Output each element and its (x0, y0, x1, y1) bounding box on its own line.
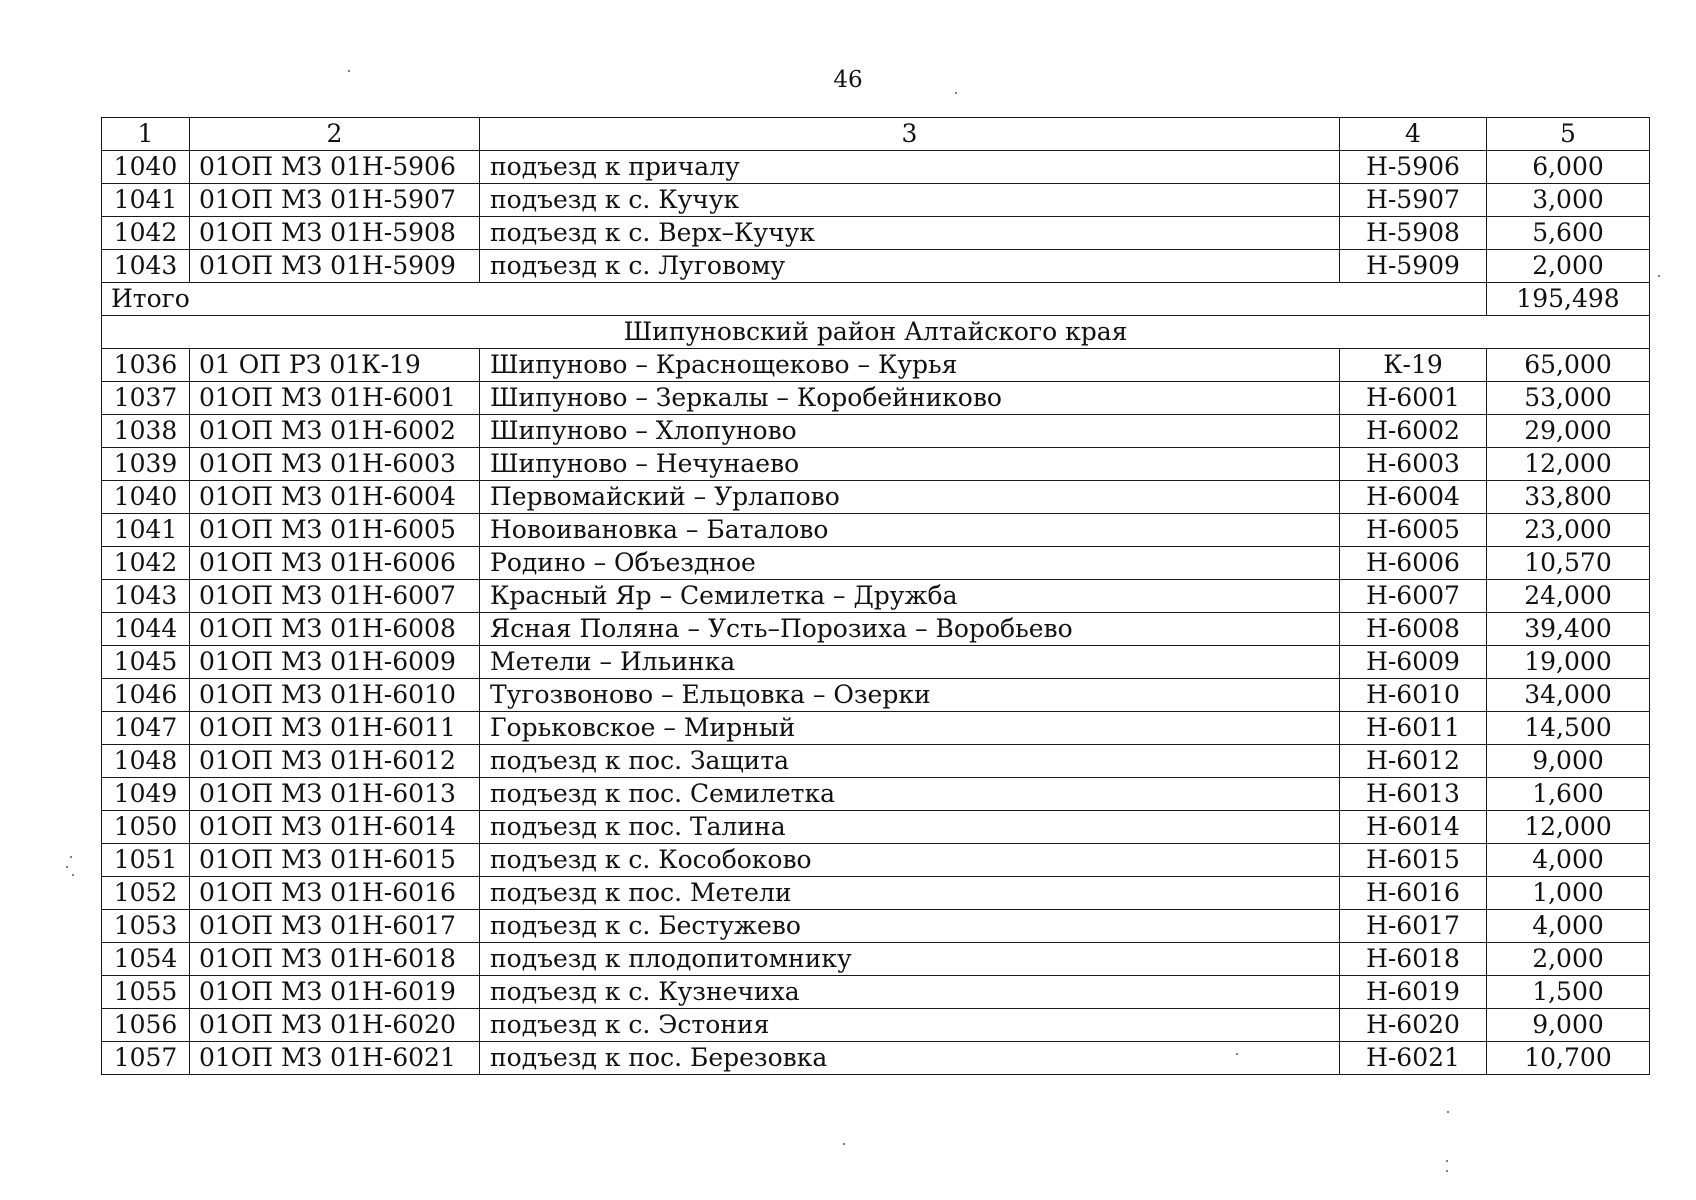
road-length: 4,000 (1487, 910, 1650, 943)
road-length: 12,000 (1487, 811, 1650, 844)
row-number: 1056 (102, 1009, 190, 1042)
road-code: Н-6019 (1340, 976, 1487, 1009)
road-name: подъезд к причалу (480, 151, 1340, 184)
road-code: Н-6005 (1340, 514, 1487, 547)
road-code: Н-6007 (1340, 580, 1487, 613)
table-row (102, 1042, 1650, 1075)
road-code: Н-6016 (1340, 877, 1487, 910)
road-id: 01ОП МЗ 01Н-6011 (190, 712, 480, 745)
row-number: 1039 (102, 448, 190, 481)
table-row (102, 613, 1650, 646)
road-name: подъезд к с. Кузнечиха (480, 976, 1340, 1009)
row-number: 1042 (102, 217, 190, 250)
row-number: 1038 (102, 415, 190, 448)
road-name: подъезд к с. Кучук (480, 184, 1340, 217)
road-id: 01ОП МЗ 01Н-5907 (190, 184, 480, 217)
road-length: 12,000 (1487, 448, 1650, 481)
road-length: 65,000 (1487, 349, 1650, 382)
road-length: 2,000 (1487, 943, 1650, 976)
road-length: 19,000 (1487, 646, 1650, 679)
road-length: 34,000 (1487, 679, 1650, 712)
road-name: Шипуново – Краснощеково – Курья (480, 349, 1340, 382)
table-row (102, 976, 1650, 1009)
road-code: Н-6020 (1340, 1009, 1487, 1042)
scan-speck (72, 874, 74, 876)
total-label: Итого (102, 283, 1487, 316)
table-row (102, 415, 1650, 448)
table-row (102, 943, 1650, 976)
road-length: 5,600 (1487, 217, 1650, 250)
road-length: 1,000 (1487, 877, 1650, 910)
table-row (102, 712, 1650, 745)
road-id: 01ОП МЗ 01Н-6001 (190, 382, 480, 415)
table-row (102, 877, 1650, 910)
road-code: Н-6014 (1340, 811, 1487, 844)
column-number: 5 (1487, 118, 1650, 151)
road-length: 10,570 (1487, 547, 1650, 580)
road-code: Н-6021 (1340, 1042, 1487, 1075)
road-length: 14,500 (1487, 712, 1650, 745)
road-id: 01ОП МЗ 01Н-5906 (190, 151, 480, 184)
table-row (102, 217, 1650, 250)
road-id: 01ОП МЗ 01Н-6019 (190, 976, 480, 1009)
road-id: 01ОП МЗ 01Н-6015 (190, 844, 480, 877)
scan-speck (1447, 1111, 1449, 1113)
row-number: 1037 (102, 382, 190, 415)
road-id: 01ОП МЗ 01Н-6014 (190, 811, 480, 844)
row-number: 1044 (102, 613, 190, 646)
table-row (102, 844, 1650, 877)
road-id: 01ОП МЗ 01Н-6021 (190, 1042, 480, 1075)
column-number: 1 (102, 118, 190, 151)
table-row (102, 448, 1650, 481)
road-id: 01ОП МЗ 01Н-6013 (190, 778, 480, 811)
road-code: Н-6001 (1340, 382, 1487, 415)
road-length: 33,800 (1487, 481, 1650, 514)
road-length: 1,600 (1487, 778, 1650, 811)
row-number: 1046 (102, 679, 190, 712)
road-code: Н-6003 (1340, 448, 1487, 481)
road-name: Шипуново – Нечунаево (480, 448, 1340, 481)
section-title: Шипуновский район Алтайского края (102, 316, 1650, 349)
row-number: 1050 (102, 811, 190, 844)
scan-speck (1658, 275, 1660, 277)
road-length: 6,000 (1487, 151, 1650, 184)
row-number: 1057 (102, 1042, 190, 1075)
road-name: Ясная Поляна – Усть–Порозиха – Воробьево (480, 613, 1340, 646)
road-code: Н-6010 (1340, 679, 1487, 712)
row-number: 1036 (102, 349, 190, 382)
road-length: 39,400 (1487, 613, 1650, 646)
road-code: Н-5907 (1340, 184, 1487, 217)
road-name: Первомайский – Урлапово (480, 481, 1340, 514)
table-row (102, 679, 1650, 712)
row-number: 1041 (102, 514, 190, 547)
road-name: подъезд к плодопитомнику (480, 943, 1340, 976)
road-length: 2,000 (1487, 250, 1650, 283)
row-number: 1041 (102, 184, 190, 217)
road-name: подъезд к с. Эстония (480, 1009, 1340, 1042)
table-row (102, 349, 1650, 382)
road-name: Шипуново – Зеркалы – Коробейниково (480, 382, 1340, 415)
row-number: 1052 (102, 877, 190, 910)
total-row (102, 283, 1650, 316)
road-code: Н-6009 (1340, 646, 1487, 679)
road-code: Н-6008 (1340, 613, 1487, 646)
road-id: 01ОП МЗ 01Н-6006 (190, 547, 480, 580)
road-name: Горьковское – Мирный (480, 712, 1340, 745)
row-number: 1055 (102, 976, 190, 1009)
row-number: 1047 (102, 712, 190, 745)
road-name: подъезд к пос. Метели (480, 877, 1340, 910)
scan-speck (70, 856, 72, 858)
scan-speck (66, 866, 68, 868)
road-id: 01ОП МЗ 01Н-6016 (190, 877, 480, 910)
road-name: Красный Яр – Семилетка – Дружба (480, 580, 1340, 613)
road-name: Шипуново – Хлопуново (480, 415, 1340, 448)
road-code: Н-6017 (1340, 910, 1487, 943)
road-code: Н-6011 (1340, 712, 1487, 745)
total-value: 195,498 (1487, 283, 1650, 316)
column-number: 4 (1340, 118, 1487, 151)
road-length: 4,000 (1487, 844, 1650, 877)
table-row (102, 184, 1650, 217)
road-id: 01ОП МЗ 01Н-6020 (190, 1009, 480, 1042)
table-row (102, 811, 1650, 844)
road-code: К-19 (1340, 349, 1487, 382)
road-id: 01ОП МЗ 01Н-5909 (190, 250, 480, 283)
scan-speck (1446, 1160, 1448, 1162)
scan-speck (955, 92, 957, 94)
scan-speck (1446, 1170, 1448, 1172)
road-name: Родино – Объездное (480, 547, 1340, 580)
row-number: 1040 (102, 151, 190, 184)
roads-table (101, 117, 1650, 1075)
road-name: Тугозвоново – Ельцовка – Озерки (480, 679, 1340, 712)
road-id: 01ОП МЗ 01Н-6009 (190, 646, 480, 679)
row-number: 1053 (102, 910, 190, 943)
road-code: Н-5906 (1340, 151, 1487, 184)
row-number: 1043 (102, 250, 190, 283)
table-row (102, 250, 1650, 283)
table-row (102, 151, 1650, 184)
road-length: 1,500 (1487, 976, 1650, 1009)
road-name: подъезд к пос. Семилетка (480, 778, 1340, 811)
road-id: 01ОП МЗ 01Н-6004 (190, 481, 480, 514)
row-number: 1043 (102, 580, 190, 613)
column-number: 3 (480, 118, 1340, 151)
table-row (102, 514, 1650, 547)
road-id: 01ОП МЗ 01Н-6002 (190, 415, 480, 448)
road-id: 01ОП МЗ 01Н-5908 (190, 217, 480, 250)
road-length: 3,000 (1487, 184, 1650, 217)
road-id: 01ОП МЗ 01Н-6017 (190, 910, 480, 943)
road-code: Н-6018 (1340, 943, 1487, 976)
road-code: Н-6013 (1340, 778, 1487, 811)
table-row (102, 1009, 1650, 1042)
table-row (102, 580, 1650, 613)
road-code: Н-6015 (1340, 844, 1487, 877)
road-code: Н-5909 (1340, 250, 1487, 283)
row-number: 1040 (102, 481, 190, 514)
road-name: подъезд к с. Луговому (480, 250, 1340, 283)
table-row (102, 910, 1650, 943)
road-id: 01ОП МЗ 01Н-6008 (190, 613, 480, 646)
road-length: 9,000 (1487, 745, 1650, 778)
table-body (102, 118, 1650, 1075)
table-row (102, 745, 1650, 778)
road-id: 01ОП МЗ 01Н-6003 (190, 448, 480, 481)
scan-speck (1236, 1053, 1238, 1055)
road-name: подъезд к пос. Защита (480, 745, 1340, 778)
row-number: 1049 (102, 778, 190, 811)
row-number: 1048 (102, 745, 190, 778)
road-name: подъезд к с. Верх–Кучук (480, 217, 1340, 250)
road-code: Н-5908 (1340, 217, 1487, 250)
road-code: Н-6012 (1340, 745, 1487, 778)
road-code: Н-6004 (1340, 481, 1487, 514)
row-number: 1045 (102, 646, 190, 679)
road-id: 01ОП МЗ 01Н-6010 (190, 679, 480, 712)
row-number: 1054 (102, 943, 190, 976)
road-code: Н-6002 (1340, 415, 1487, 448)
row-number: 1042 (102, 547, 190, 580)
road-length: 10,700 (1487, 1042, 1650, 1075)
road-length: 23,000 (1487, 514, 1650, 547)
road-name: подъезд к с. Кособоково (480, 844, 1340, 877)
road-length: 53,000 (1487, 382, 1650, 415)
table-row (102, 481, 1650, 514)
table-row (102, 382, 1650, 415)
table-row (102, 646, 1650, 679)
road-id: 01ОП МЗ 01Н-6018 (190, 943, 480, 976)
page-number: 46 (833, 67, 863, 93)
scan-speck (843, 1143, 845, 1145)
road-name: Метели – Ильинка (480, 646, 1340, 679)
row-number: 1051 (102, 844, 190, 877)
road-name: подъезд к пос. Талина (480, 811, 1340, 844)
section-heading-row (102, 316, 1650, 349)
road-id: 01ОП МЗ 01Н-6007 (190, 580, 480, 613)
table-row (102, 778, 1650, 811)
road-id: 01ОП МЗ 01Н-6012 (190, 745, 480, 778)
road-code: Н-6006 (1340, 547, 1487, 580)
road-id: 01ОП МЗ 01Н-6005 (190, 514, 480, 547)
road-name: Новоивановка – Баталово (480, 514, 1340, 547)
road-id: 01 ОП РЗ 01К-19 (190, 349, 480, 382)
road-length: 29,000 (1487, 415, 1650, 448)
table-row (102, 547, 1650, 580)
road-length: 24,000 (1487, 580, 1650, 613)
column-number-row (102, 118, 1650, 151)
scan-speck (348, 70, 350, 72)
column-number: 2 (190, 118, 480, 151)
road-length: 9,000 (1487, 1009, 1650, 1042)
road-name: подъезд к с. Бестужево (480, 910, 1340, 943)
road-name: подъезд к пос. Березовка (480, 1042, 1340, 1075)
